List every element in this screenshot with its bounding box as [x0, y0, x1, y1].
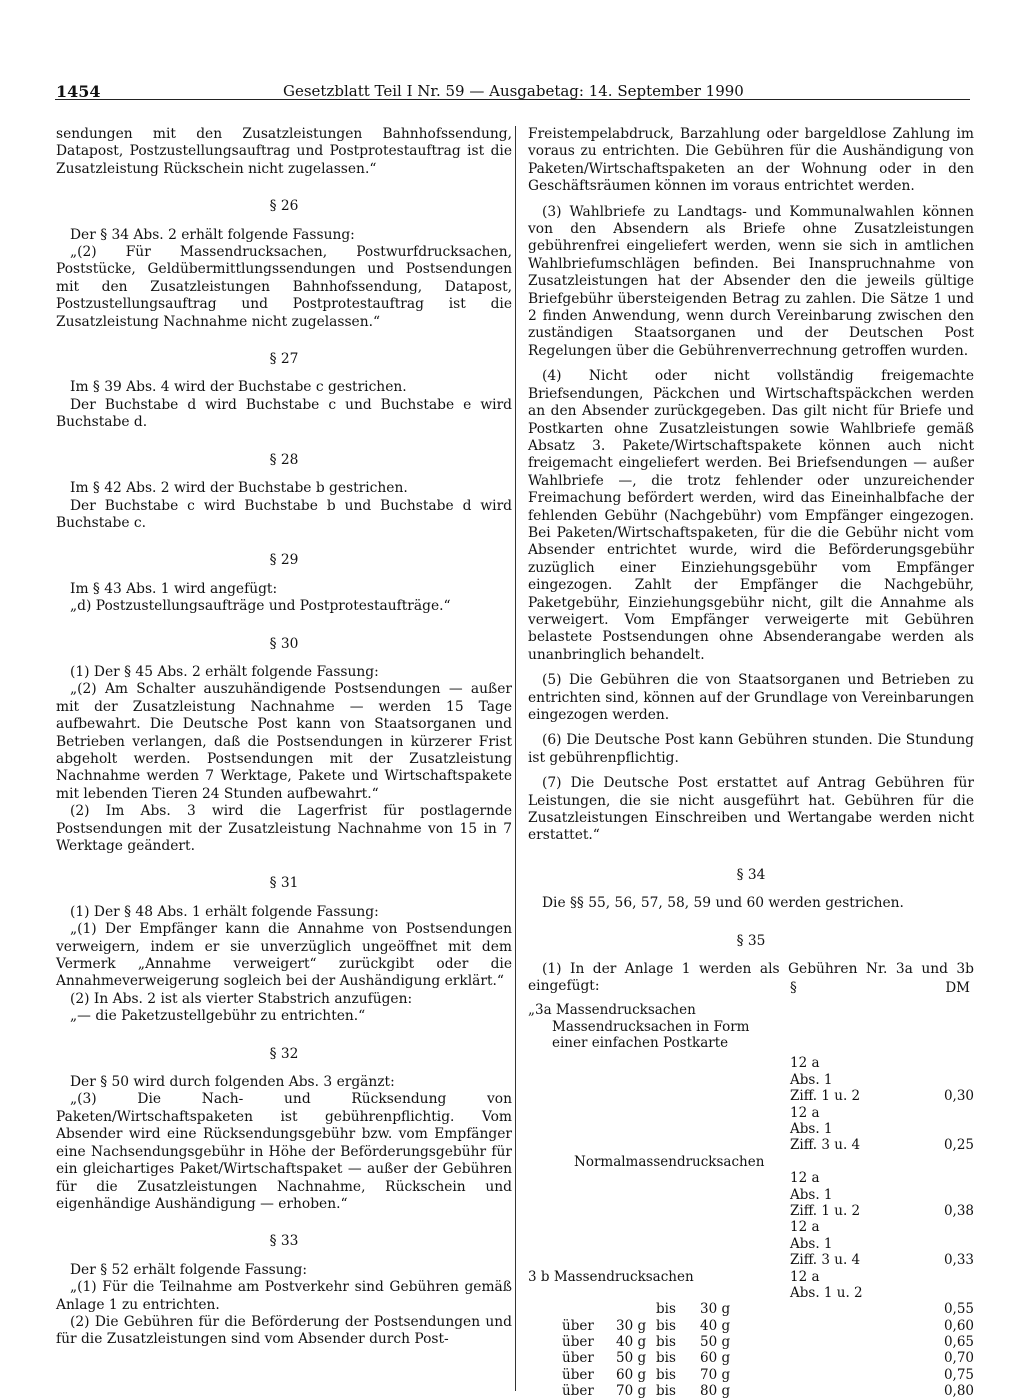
paragraph: Der Buchstabe c wird Buchstabe b und Buchstabe d wird Buchstabe c.	[56, 497, 512, 531]
weight-from: 40 g	[616, 1334, 647, 1351]
column-header-paragraph: §	[790, 979, 797, 996]
header-rule	[55, 99, 970, 100]
table-row	[528, 1170, 974, 1186]
paragraph: Der Buchstabe d wird Buchstabe c und Buchstabe e wird Buchstabe d.	[56, 396, 512, 431]
paragraph-ref: Abs. 1 u. 2	[790, 1284, 863, 1301]
paragraph: (7) Die Deutsche Post erstattet auf Antrag Gebühren für Leistungen, die sie nicht ausgeführt hat. Gebühren für die Zusatzleistungen Einschreiben und Wertangabe werden nicht erstattet.“	[528, 775, 974, 844]
paragraph: Der § 50 wird durch folgenden Abs. 3 ergänzt:	[70, 1074, 395, 1091]
fee-amount: 0,55	[943, 1301, 974, 1318]
weight-from: 70 g	[616, 1383, 647, 1400]
paragraph: „(2) Am Schalter auszuhändigende Postsendungen — außer mit der Zusatzleistung Nachnahme — werden 15 Tage aufbewahrt. Die Deutsche Post kann von Staatsorganen und Betrieben verlangen, daß die Postsendungen in kürzerer Frist abgeholt werden. Postsendungen mit der Zusatzleistung Nachnahme werden 7 Werktage, Pakete und Wirtschaftspakete mit lebenden Tieren 24 Stunden aufbewahrt.“	[56, 681, 512, 802]
table-row	[528, 1187, 974, 1203]
weight-bis: bis	[656, 1366, 676, 1383]
fee-amount: 0,80	[943, 1383, 974, 1400]
paragraph-ref: 12 a	[790, 1219, 820, 1236]
weight-ueber: über	[562, 1350, 594, 1367]
section-heading: § 29	[269, 552, 299, 569]
weight-to: 80 g	[700, 1383, 731, 1400]
paragraph: (2) In Abs. 2 ist als vierter Stabstrich anzufügen:	[70, 990, 413, 1007]
fee-table-header	[528, 980, 974, 996]
section-heading: § 33	[269, 1233, 299, 1250]
paragraph: „(1) Für die Teilnahme am Postverkehr sind Gebühren gemäß Anlage 1 zu entrichten.	[56, 1279, 512, 1313]
table-row	[528, 1301, 974, 1317]
fee-amount: 0,60	[943, 1317, 974, 1334]
paragraph: (1) In der Anlage 1 werden als Gebühren Nr. 3a und 3b eingefügt:	[528, 961, 974, 995]
weight-ueber: über	[562, 1383, 594, 1400]
weight-ueber: über	[562, 1317, 594, 1334]
paragraph-ref: Abs. 1	[790, 1121, 833, 1137]
paragraph: Die §§ 55, 56, 57, 58, 59 und 60 werden gestrichen.	[542, 895, 904, 912]
fee-label: Normalmassendrucksachen	[574, 1153, 765, 1170]
paragraph: (1) Der § 48 Abs. 1 erhält folgende Fassung:	[70, 903, 379, 920]
right-column	[528, 126, 974, 1400]
weight-ueber: über	[562, 1334, 594, 1351]
weight-bis: bis	[656, 1334, 676, 1351]
paragraph: Im § 43 Abs. 1 wird angefügt:	[70, 580, 278, 597]
table-row	[528, 1002, 974, 1018]
table-row	[528, 1121, 974, 1137]
weight-bis: bis	[656, 1350, 676, 1367]
fee-amount: 0,70	[943, 1350, 974, 1367]
paragraph-ref: 12 a	[790, 1268, 820, 1285]
paragraph: „(1) Der Empfänger kann die Annahme von Postsendungen verweigern, indem er sie unverzüglich ungeöffnet mit dem Vermerk „Annahme verweigert“ zurückgibt oder die Annahmeverweigerung sogleich bei der Aushändigung erklärt.“	[56, 921, 512, 990]
column-divider	[515, 126, 516, 1391]
paragraph-ref: Abs. 1	[790, 1071, 833, 1088]
weight-ueber: über	[562, 1366, 594, 1383]
section-heading: § 35	[736, 932, 766, 949]
table-row	[528, 1318, 974, 1334]
table-row	[528, 1334, 974, 1350]
weight-bis: bis	[656, 1317, 676, 1334]
weight-to: 60 g	[700, 1350, 731, 1367]
paragraph: (4) Nicht oder nicht vollständig freigemachte Briefsendungen, Päckchen und Wirtschaftspäckchen werden an den Absender zurückgegeben. Das gilt nicht für Briefe und Postkarten ohne Zusatzleistungen sowie Wahlbriefe gemäß Absatz 3. Pakete/Wirtschaftspakete können auch nicht freigemacht eingeliefert werden. Bei Briefsendungen — außer Wahlbriefe —, die trotz fehlender oder unzureichender Freimachung befördert werden, wird das Eineinhalbfache der fehlenden Gebühr (Nachgebühr) vom Empfänger eingezogen. Bei Paketen/Wirtschaftspaketen, für die die Gebühr nicht vom Absender entrichtet wurde, wird die Beförderungsgebühr zuzüglich einer Einziehungsgebühr vom Empfänger eingezogen. Zahlt der Empfänger die Nachgebühr, Paketgebühr, Einziehungsgebühr nicht, gilt die Annahme als verweigert. Vom Empfänger verweigerte mit Gebühren belastete Postsendungen ohne Absenderangabe werden als unanbringlich behandelt.	[528, 368, 974, 663]
paragraph: (5) Die Gebühren die von Staatsorganen und Betrieben zu entrichten sind, können auf der Grundlage von Vereinbarungen eingezogen werden.	[528, 672, 974, 723]
fee-label: „3a Massendrucksachen	[528, 1002, 696, 1019]
fee-label: 3 b Massendrucksachen	[528, 1268, 694, 1285]
table-row	[528, 1055, 974, 1071]
running-title: Gesetzblatt Teil I Nr. 59 — Ausgabetag: 14. September 1990	[283, 82, 744, 100]
left-column	[56, 126, 512, 1349]
table-row	[528, 1088, 974, 1104]
section-heading: § 26	[269, 198, 299, 215]
section-heading: § 31	[269, 875, 299, 892]
paragraph-ref: Ziff. 3 u. 4	[790, 1252, 861, 1269]
paragraph: (1) Der § 45 Abs. 2 erhält folgende Fassung:	[70, 663, 379, 680]
paragraph: (2) Die Gebühren für die Beförderung der Postsendungen und für die Zusatzleistungen sind vom Absender durch Post-	[56, 1313, 512, 1348]
section-heading: § 32	[269, 1045, 299, 1062]
table-row	[528, 1383, 974, 1399]
fee-table	[528, 980, 974, 1400]
paragraph: (3) Wahlbriefe zu Landtags- und Kommunalwahlen können von den Absendern als Briefe ohne Zusatzleistungen gebührenfrei eingeliefert werden, wenn sie sich in amtlichen Wahlbriefumschlägen befinden. Bei Inanspruchnahme von Zusatzleistungen hat der Absender den die jeweils gültige Briefgebühr übersteigenden Betrag zu zahlen. Die Sätze 1 und 2 finden Anwendung, wenn durch Vereinbarung zwischen den zuständigen Staatsorganen und der Deutschen Post Regelungen über die Gebührenverrechnung getroffen wurden.	[528, 203, 974, 359]
paragraph-ref: Ziff. 1 u. 2	[790, 1088, 861, 1105]
fee-label: Massendrucksachen in Form	[552, 1018, 750, 1035]
weight-from: 30 g	[616, 1317, 647, 1334]
paragraph: „(2) Für Massendrucksachen, Postwurfdrucksachen, Poststücke, Geldübermittlungssendungen und Postsendungen mit den Zusatzleistungen Bahnhofssendung, Datapost, Postzustellungsauftrag und Postprotestauftrag ist die Zusatzleistung Nachnahme nicht zugelassen.“	[56, 244, 512, 330]
section-heading: § 28	[269, 451, 299, 468]
fee-amount: 0,25	[943, 1137, 974, 1154]
paragraph: Der § 52 erhält folgende Fassung:	[70, 1261, 308, 1278]
fee-amount: 0,38	[943, 1202, 974, 1219]
table-row	[528, 1285, 974, 1301]
table-row	[528, 1252, 974, 1268]
column-header-dm: DM	[945, 979, 970, 996]
paragraph-ref: Ziff. 3 u. 4	[790, 1137, 861, 1154]
paragraph-ref: Abs. 1	[790, 1235, 833, 1252]
weight-to: 30 g	[700, 1301, 731, 1318]
paragraph: Freistempelabdruck, Barzahlung oder bargeldlose Zahlung im voraus zu entrichten. Die Gebühren für die Aushändigung von Paketen/Wirtschaftspaketen an der Wohnung oder in den Geschäftsräumen können im voraus entrichtet werden.	[528, 126, 974, 195]
table-row	[528, 1072, 974, 1088]
table-row	[528, 1035, 974, 1051]
page-number: 1454	[56, 82, 101, 101]
weight-to: 50 g	[700, 1334, 731, 1351]
paragraph: Im § 42 Abs. 2 wird der Buchstabe b gestrichen.	[70, 480, 408, 497]
fee-amount: 0,30	[943, 1088, 974, 1105]
fee-amount: 0,33	[943, 1252, 974, 1269]
table-row	[528, 1203, 974, 1219]
fee-label: einer einfachen Postkarte	[552, 1035, 729, 1052]
fee-amount: 0,75	[943, 1366, 974, 1383]
paragraph: „(3) Die Nach- und Rücksendung von Paketen/Wirtschaftspaketen ist gebührenpflichtig. Vom Absender wird eine Rücksendungsgebühr bzw. vom Empfänger eine Nachsendungsgebühr in Höhe der Beförderungsgebühr für ein gleichartiges Paket/Wirtschaftspaket — außer der Gebühren für die Zusatzleistungen Nachnahme, Rückschein und eigenhändige Aushändigung — erhoben.“	[56, 1091, 512, 1212]
fee-amount: 0,65	[943, 1334, 974, 1351]
paragraph-ref: 12 a	[790, 1055, 820, 1072]
table-row	[528, 1219, 974, 1235]
weight-bis: bis	[656, 1301, 676, 1318]
paragraph: „d) Postzustellungsaufträge und Postprotestaufträge.“	[70, 598, 451, 615]
paragraph: (6) Die Deutsche Post kann Gebühren stunden. Die Stundung ist gebührenpflichtig.	[528, 732, 974, 766]
table-row	[528, 1137, 974, 1153]
table-row	[528, 1269, 974, 1285]
table-row	[528, 1019, 974, 1035]
section-heading: § 27	[269, 351, 299, 368]
table-row	[528, 1236, 974, 1252]
weight-to: 40 g	[700, 1317, 731, 1334]
weight-bis: bis	[656, 1383, 676, 1400]
table-row	[528, 1367, 974, 1383]
table-row	[528, 1105, 974, 1121]
paragraph-ref: 12 a	[790, 1104, 820, 1121]
section-heading: § 30	[269, 635, 299, 652]
paragraph: Der § 34 Abs. 2 erhält folgende Fassung:	[70, 226, 355, 243]
table-row	[528, 1350, 974, 1366]
paragraph: (2) Im Abs. 3 wird die Lagerfrist für postlagernde Postsendungen mit der Zusatzleistung Nachnahme von 15 in 7 Werktage geändert.	[56, 803, 512, 854]
paragraph-ref: Abs. 1	[790, 1186, 833, 1203]
paragraph: „— die Paketzustellgebühr zu entrichten.“	[70, 1008, 366, 1025]
paragraph-ref: Ziff. 1 u. 2	[790, 1202, 861, 1219]
paragraph: Im § 39 Abs. 4 wird der Buchstabe c gestrichen.	[70, 379, 407, 396]
table-row	[528, 1154, 974, 1170]
weight-to: 70 g	[700, 1366, 731, 1383]
weight-from: 50 g	[616, 1350, 647, 1367]
section-heading: § 34	[736, 866, 766, 883]
paragraph: sendungen mit den Zusatzleistungen Bahnhofssendung, Datapost, Postzustellungsauftrag und Postprotestauftrag ist die Zusatzleistung Rückschein nicht zugelassen.“	[56, 126, 512, 177]
paragraph-ref: 12 a	[790, 1170, 820, 1187]
weight-from: 60 g	[616, 1366, 647, 1383]
